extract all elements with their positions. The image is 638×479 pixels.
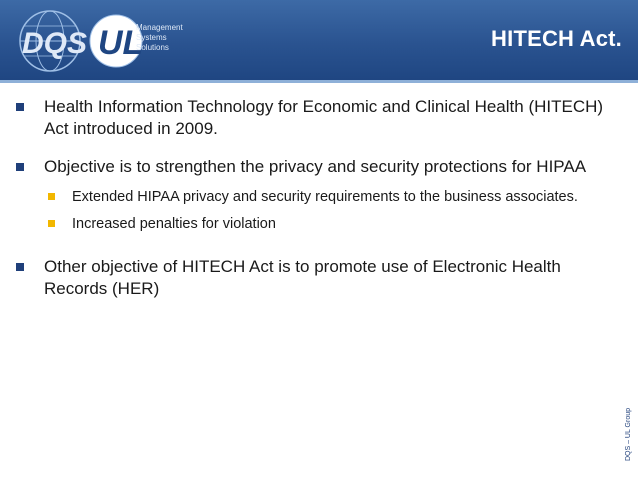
sub-bullet-1-text: Extended HIPAA privacy and security requirements to the business associates. [72, 189, 578, 205]
logo-sub-1: Management [136, 23, 183, 32]
slide-title: HITECH Act. [491, 26, 622, 51]
bullet-2-subitems [44, 188, 604, 234]
header-rule-line [0, 83, 638, 84]
logo-sub-2: Systems [136, 33, 167, 42]
bullet-2 [14, 156, 604, 234]
bullet-2-text: Objective is to strengthen the privacy and security protections for HIPAA [44, 157, 587, 176]
sub-bullet-2-text: Increased penalties for violation [72, 216, 276, 232]
slide-header [0, 0, 638, 80]
vertical-footer-text: DQS – UL Group [625, 407, 632, 461]
sub-bullet-2 [44, 215, 604, 234]
logo-dqs-text: DQS [22, 27, 88, 60]
sub-bullet-square-icon [48, 220, 55, 227]
bullet-square-icon [16, 163, 24, 171]
sub-bullet-1 [44, 188, 604, 207]
bullet-square-icon [16, 263, 24, 271]
bullet-3-text: Other objective of HITECH Act is to promote use of Electronic Health Records (HER) [44, 257, 561, 298]
sub-bullet-square-icon [48, 193, 55, 200]
dqs-ul-logo [8, 8, 183, 74]
bullet-1 [14, 96, 604, 140]
bullet-3 [14, 256, 604, 300]
bullet-square-icon [16, 103, 24, 111]
logo-sub-3: Solutions [136, 43, 169, 52]
logo-ul-text: UL [98, 24, 144, 62]
bullet-1-text: Health Information Technology for Economic and Clinical Health (HITECH) Act introduced in 2009. [44, 97, 604, 138]
slide-content [14, 96, 604, 316]
